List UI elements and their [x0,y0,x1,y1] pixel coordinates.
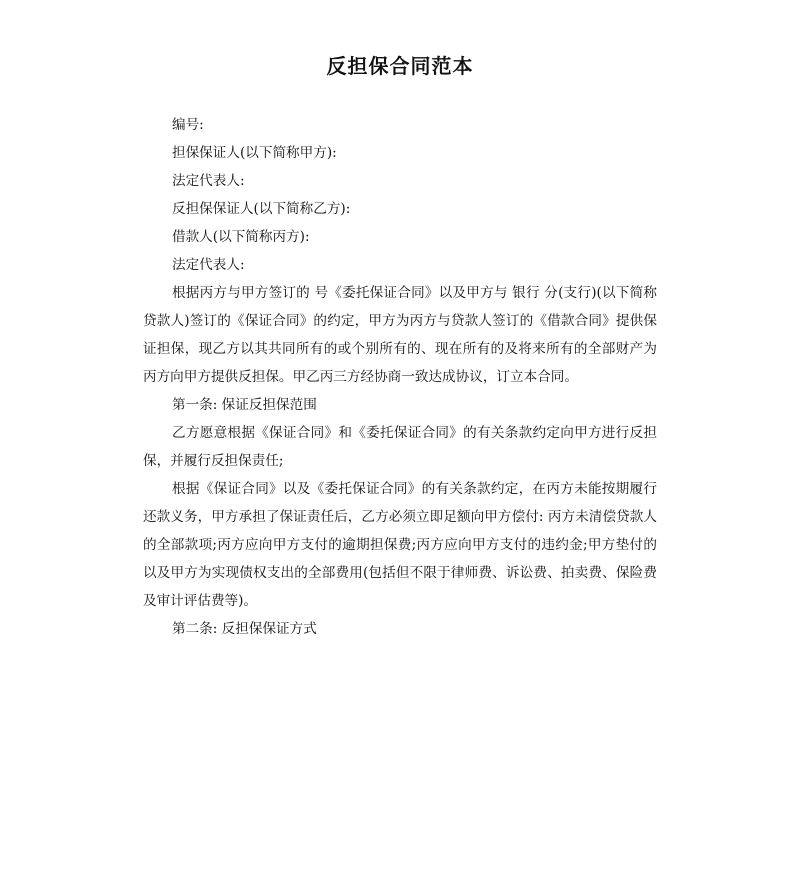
document-title: 反担保合同范本 [326,54,474,78]
field-borrower-party-c: 借款人(以下简称丙方): [172,229,310,245]
field-counter-guarantor-party-b: 反担保保证人(以下简称乙方): [172,201,351,217]
field-guarantor-party-a: 担保保证人(以下简称甲方): [172,145,337,161]
heading-article-1: 第一条: 保证反担保范围 [172,397,317,413]
field-legal-representative-a: 法定代表人: [172,173,245,189]
paragraph-article-1-b: 根据《保证合同》以及《委托保证合同》的有关条款约定，在丙方未能按期履行还款义务，甲方承担了保证责任后，乙方必须立即足额向甲方偿付: 丙方未清偿贷款人的全部款项;丙方应向甲方支付的逾期担保费;丙方应向甲方支付的违约金;甲方垫付的以及甲方为实现债权支出的全部费用(包括但不限于律师费、诉讼费、拍卖费、保险费及审计评估费等)。 [143,481,657,609]
field-serial-number: 编号: [172,117,204,133]
paragraph-intro: 根据丙方与甲方签订的 号《委托保证合同》以及甲方与 银行 分(支行)(以下简称贷款人)签订的《保证合同》的约定，甲方为丙方与贷款人签订的《借款合同》提供保证担保，现乙方以其共同所有的或个别所有的、现在所有的及将来所有的全部财产为丙方向甲方提供反担保。甲乙丙三方经协商一致达成协议，订立本合同。 [143,285,657,385]
heading-article-2: 第二条: 反担保保证方式 [172,621,317,637]
paragraph-article-1-a: 乙方愿意根据《保证合同》和《委托保证合同》的有关条款约定向甲方进行反担保，并履行反担保责任; [143,425,657,469]
document-body [143,111,657,643]
field-legal-representative-c: 法定代表人: [172,257,245,273]
